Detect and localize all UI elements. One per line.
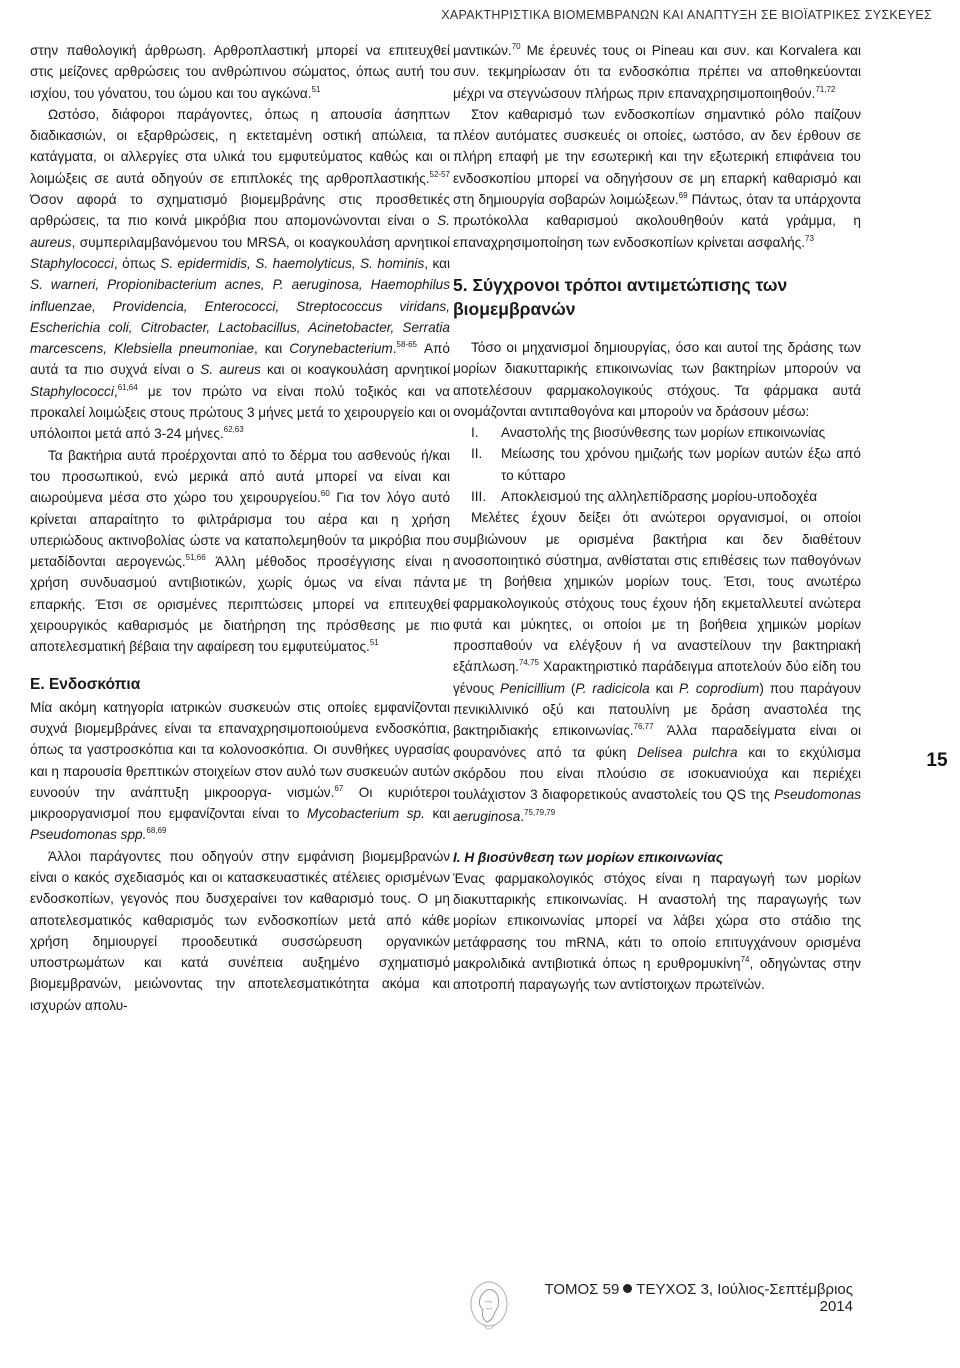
citation: 71,72 [815,84,836,94]
page-number: 15 [926,750,948,771]
subsection-heading: Ι. Η βιοσύνθεση των μορίων επικοινωνίας [453,849,723,865]
citation: 60 [320,489,330,499]
paragraph: Ένας φαρμακολογικός στόχος είναι η παραγωγή των μορίων διακυτταρικής επικοινωνίας. Η αναστολή της παραγωγής των μορίων επικοινωνίας μπορεί να λάβει χώρα στο στάδιο της μετάφρασης του mRNA, κάτι το οποίο επιτυγχάνουν ορισμένα μακρολιδικά αντιβιοτικά όπως η ερυθρομυκίνη$^{74}$, οδηγώντας στην αποτροπή παραγωγής των αντίστοιχων πρωτεϊνών. [453,870,861,993]
paragraph: Τόσο οι μηχανισμοί δημιουργίας, όσο και αυτοί της δράσης των μορίων διακυτταρικής επικοινωνίας των βακτηρίων μπορούν να αποτελέσουν φαρμακολογικούς στόχους. Τα φάρμακα αυτά ονομάζονται αντιπαθογόνα και μπορούν να δράσουν μέσω: [453,339,861,419]
citation: 51 [369,638,379,648]
citation: 51,66 [185,553,206,563]
paragraph: Μελέτες έχουν δείξει ότι ανώτεροι οργανισμοί, οι οποίοι συμβιώνουν με ορισμένα βακτήρια και δεν διαθέτουν ανοσοποιητικό σύστημα, ανθίσταται στις επιθέσεις των παθογόνων με τη βοήθεια χημικών μορίων τους. Έτσι, τους ανωτέρω φαρμακολογικούς στόχους τους έχουν ήδη εκμεταλλευτεί ανώτερα φυτά και μύκητες, οι οποίοι με τη βοήθεια χημικών μορίων προσπαθούν να ελέγξουν ή να αναστείλουν την βακτηριακή εξάπλωση.$^{74,75}$ Χαρακτηριστικό παράδειγμα αποτελούν δύο είδη του γένους Penicillium (P. radicicola και P. coprodium) που παράγουν πενικιλλινικό οξύ και πατουλίνη με δράση αναστολέα της βακτηριδιακής επικοινωνίας.$^{76,77}$ Άλλα παραδείγματα είναι οι φουρανόνες από τα φύκη Delisea pulchra και το εκχύλισμα σκόρδου που είναι πλούσιο σε ισοκυανιούχα και περιέχει τουλάχιστον 3 διαφορετικούς αναστολείς του QS της Pseudomonas aeruginosa.$^{75,79,79}$ [453,510,861,824]
citation: 58-65 [396,340,418,350]
right-column [453,40,861,996]
list-item: III. Αποκλεισμού της αλληλεπίδρασης μορίου-υποδοχέα [471,489,818,505]
section-heading-endoscopes: Ε. Ενδοσκόπια [30,675,141,693]
citation: 67 [334,783,344,793]
paragraph: Στον καθαρισμό των ενδοσκοπίων σημαντικό ρόλο παίζουν πλέον αυτόματες συσκευές οι οποίες, ωστόσο, αν δεν έρθουν σε πλήρη επαφή με την εσωτερική και την εξωτερική επιφάνεια του ενδοσκοπίου μπορεί να οδηγήσουν σε μη επαρκή καθαρισμό και στη δημιουργία σοβαρών λοιμώξεων.$^{69}$ Πάντως, όταν τα υπάρχοντα πρωτόκολλα καθαρισμού ακολουθηθούν κατά γράμμα, η επαναχρησιμοποίηση των ενδοσκοπίων κρίνεται ασφαλής.$^{73}$ [453,106,861,250]
paragraph: μαντικών.$^{70}$ Με έρευνές τους οι Pineau και συν. και Korvalera και συν. τεκμηρίωσαν ότι τα ενδοσκόπια πρέπει να αποθηκεύονται μέχρι να στεγνώσουν πλήρως πριν επαναχρησιμοποιηθούν.$^{71,72}$ [453,42,861,101]
citation: 70 [511,42,521,51]
journal-issue [513,1281,853,1315]
citation: 51 [311,84,321,94]
citation: 61,64 [117,382,138,392]
paragraph: στην παθολογική άρθρωση. Αρθροπλαστική μπορεί να επιτευχθεί στις μείζονες αρθρώσεις του ανθρώπινου σώματος, όπως αυτή του ισχίου, του γόνατου, του ώμου και του αγκώνα.$^{51}$ [30,43,450,101]
citation: 68,69 [146,826,167,836]
citation: 74 [740,954,750,964]
paragraph: Μία ακόμη κατηγορία ιατρικών συσκευών στις οποίες εμφανίζονται συχνά βιομεμβράνες είναι τα επαναχρησιμοποιούμενα ενδοσκόπια, όπως τα γαστροσκόπια και τα κολονοσκόπια. Οι συνθήκες υγρασίας και η παρουσία θρεπτικών στοιχείων στον αυλό των συσκευών αυτών ευνοούν την ανάπτυξη μικροοργα- νισμών.$^{67}$ Οι κυριότεροι μικροοργανισμοί που εμφανίζονται είναι το Mycobacterium sp. και Pseudomonas spp.$^{68,69}$ [30,699,450,843]
hippocrates-emblem-icon [459,1274,519,1346]
citation: 62,63 [223,425,244,435]
left-column [30,40,450,1016]
citation: 73 [805,233,814,243]
section-heading-treatment: 5. Σύγχρονοι τρόποι αντιμετώπισης των βιομεμβρανών [453,274,788,319]
volume-label: ΤΟΜΟΣ 59 [544,1281,620,1298]
paragraph: Ωστόσο, διάφοροι παράγοντες, όπως η απουσία άσηπτων διαδικασιών, οι εξαρθρώσεις, η εκτεταμένη οστική απώλεια, τα κατάγματα, οι αλλεργίες στα υλικά του εμφυτεύματος καθώς και οι λοιμώξεις σε αυτά οδηγούν σε επιπλοκές της αρθροπλαστικής.$^{52-57}$ Όσον αφορά το σχηματισμό βιομεμβράνης στις προσθετικές αρθρώσεις, τα πιο κοινά μικρόβια που απομονώνονται είναι ο S. aureus, συμπεριλαμβανόμενου του MRSA, οι κοαγκουλάση αρνητικοί Staphylococci, όπως S. epidermidis, S. haemolyticus, S. hominis, και S. warneri, Propionibacterium acnes, P. aeruginosa, Haemophilus influenzae, Providencia, Enterococci, Streptococcus viridans, Escherichia coli, Citrobacter, Lactobacillus, Acinetobacter, Serratia marcescens, Klebsiella pneumoniae, και Corynebacterium.$^{58-65}$ Από αυτά τα πιο συχνά είναι ο S. aureus και οι κοαγκουλάση αρνητικοί Staphylococci,$^{61,64}$ με τον πρώτο να είναι πολύ τοξικός και να προκαλεί λοιμώξεις στους πρώτους 3 μήνες μετά το χειρουργείο και οι υπόλοιποι μετά από 3-24 μήνες.$^{62,63}$ [30,106,450,442]
citation: 76,77 [633,722,654,732]
citation: 74,75 [518,658,539,668]
page-number-tab [914,688,960,834]
mechanism-list [453,422,861,507]
citation: 52-57 [429,169,450,179]
issue-label: ΤΕΥΧΟΣ 3, Ιούλιος-Σεπτέμβριος 2014 [636,1281,853,1315]
list-item: I. Αναστολής της βιοσύνθεσης των μορίων επικοινωνίας [471,425,826,441]
citation: 69 [678,191,688,201]
list-item: II. Μείωσης του χρόνου ημιζωής των μορίων αυτών έξω από το κύτταρο [471,446,861,483]
paragraph: Άλλοι παράγοντες που οδηγούν στην εμφάνιση βιομεμβρανών είναι ο κακός σχεδιασμός και οι κατασκευαστικές ατέλειες ορισμένων ενδοσκοπίων, γεγονός που δυσχεραίνει τον καθαρισμό τους. Ο μη αποτελεσματικός καθαρισμός των ενδοσκοπίων μετά από κάθε χρήση δημιουργεί προοδευτικά συσσώρευση οργανικών υποστρωμάτων και κατά συνέπεια αυξημένο σχηματισμό βιομεμβρανών, μειώνοντας την αποτελεσματικότητα ακόμα και ισχυρών απολυ- [30,848,450,1013]
running-header: ΧΑΡΑΚΤΗΡΙΣΤΙΚΑ ΒΙΟΜΕΜΒΡΑΝΩΝ ΚΑΙ ΑΝΑΠΤΥΞΗ ΣΕ ΒΙΟΪΑΤΡΙΚΕΣ ΣΥΣΚΕΥΕΣ [441,8,932,22]
footer [453,1280,861,1340]
citation: 75,79,79 [524,807,556,817]
bullet-icon [623,1284,632,1293]
paragraph: Τα βακτήρια αυτά προέρχονται από το δέρμα του ασθενούς ή/και του προσωπικού, ενώ μερικά από αυτά μπορεί να είναι και αιωρούμενα μέσα στο χώρο του χειρουργείου.$^{60}$ Για τον λόγο αυτό κρίνεται απαραίτητο το φιλτράρισμα του αέρα και η χρήση υπεριώδους ακτινοβολίας ώστε να καταπολεμηθούν τα μικρόβια που μεταδίδονται αερογενώς.$^{51,66}$ Άλλη μέθοδος προσέγγισης είναι η χρήση συνδυασμού αντιβιοτικών, χωρίς όμως να είναι πάντα επαρκής. Έτσι σε ορισμένες περιπτώσεις μπορεί να επιτευχθεί χειρουργικός καθαρισμός με διατήρηση της πρόσθεσης με πιο αποτελεσματική βέβαια την αφαίρεση του εμφυτεύματος.$^{51}$ [30,447,451,655]
